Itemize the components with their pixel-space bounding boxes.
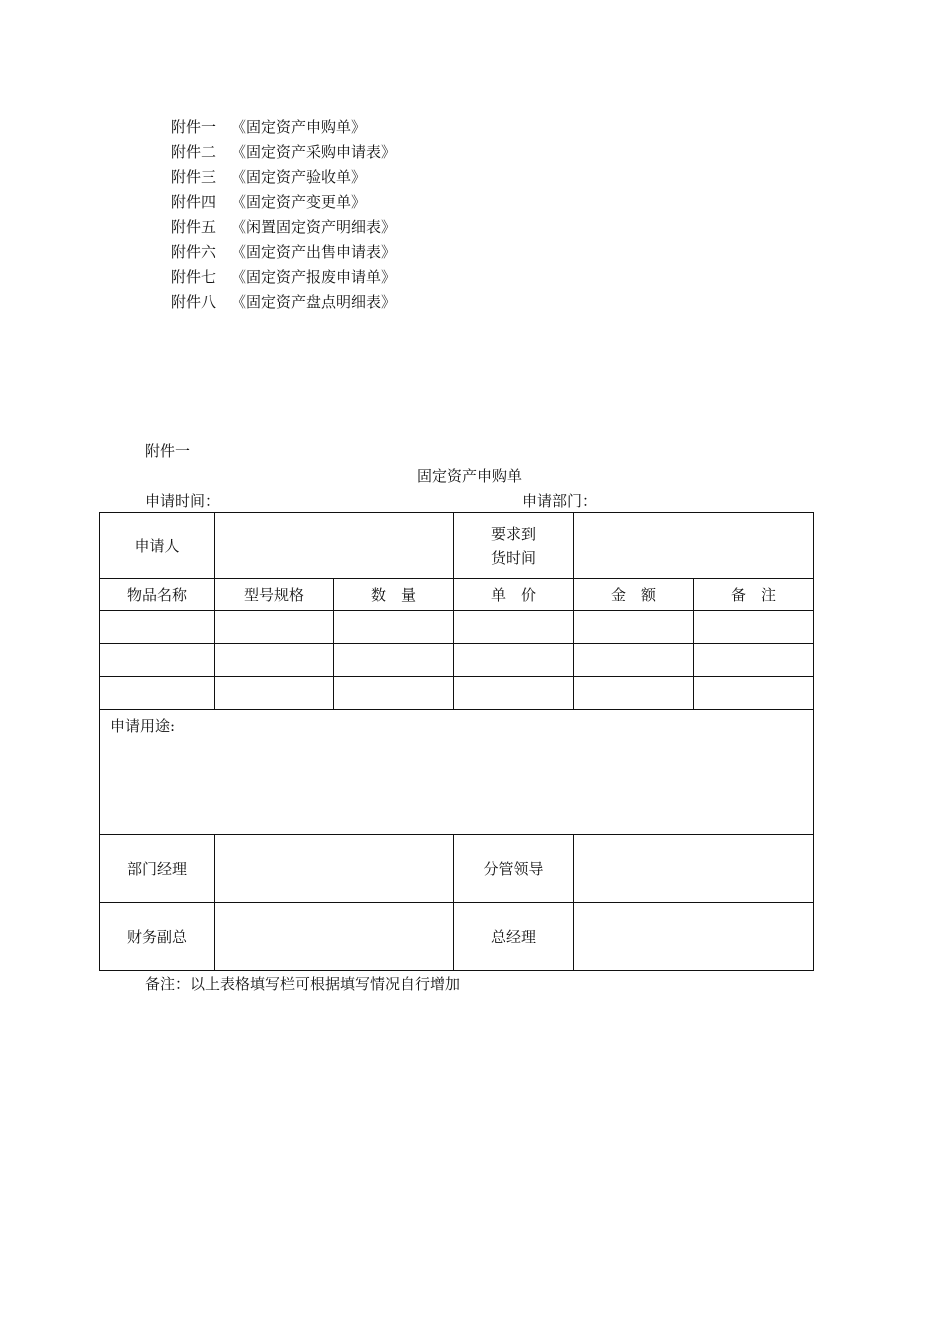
table-cell[interactable] [694,644,814,677]
apply-dept-label: 申请部门： [522,492,598,510]
table-cell[interactable] [694,611,814,644]
table-cell[interactable] [574,611,694,644]
dept-manager-field[interactable] [215,835,454,903]
attachment-number: 附件八 [171,293,217,311]
purpose-label: 申请用途: [110,717,176,735]
attachment-number: 附件六 [171,243,217,261]
gm-field[interactable] [574,903,814,971]
attachment-item [171,193,396,218]
table-row [100,644,814,677]
attachment-title: 《固定资产出售申请表》 [231,243,397,261]
attachment-title: 《固定资产采购申请表》 [231,143,397,161]
column-header-item-name: 物品名称 [100,579,215,611]
applicant-label: 申请人 [100,513,215,579]
attachment-item [171,168,396,193]
table-cell[interactable] [100,677,215,710]
leader-field[interactable] [574,835,814,903]
attachment-number: 附件四 [171,193,217,211]
attachment-number: 附件五 [171,218,217,236]
leader-label: 分管领导 [454,835,574,903]
column-header-unit-price: 单 价 [454,579,574,611]
table-cell[interactable] [574,644,694,677]
attachment-item [171,268,396,293]
table-cell[interactable] [454,677,574,710]
form-title: 固定资产申购单 [417,467,523,485]
table-cell[interactable] [215,611,334,644]
attachment-title: 《闲置固定资产明细表》 [231,218,397,236]
table-cell[interactable] [334,611,454,644]
table-row [100,513,814,579]
required-time-label-line1: 要求到 [490,524,536,543]
table-cell[interactable] [454,611,574,644]
attachment-list [171,118,396,318]
attachment-number: 附件七 [171,268,217,286]
applicant-field[interactable] [215,513,454,579]
attachment-item [171,143,396,168]
table-row [100,835,814,903]
attachment-item [171,243,396,268]
form-note: 备注：以上表格填写栏可根据填写情况自行增加 [145,975,461,993]
attachment-number: 附件三 [171,168,217,186]
table-cell[interactable] [694,677,814,710]
required-time-label [454,513,574,579]
attachment-item [171,118,396,143]
table-cell[interactable] [100,644,215,677]
table-row [100,710,814,835]
table-cell[interactable] [215,644,334,677]
column-header-model: 型号规格 [215,579,334,611]
table-header-row [100,579,814,611]
required-time-label-line2: 货时间 [490,548,536,567]
table-cell[interactable] [334,644,454,677]
attachment-title: 《固定资产盘点明细表》 [231,293,397,311]
purpose-field[interactable] [100,710,814,835]
attachment-item [171,218,396,243]
attachment-item [171,293,396,318]
required-time-field[interactable] [574,513,814,579]
table-cell[interactable] [215,677,334,710]
column-header-quantity: 数 量 [334,579,454,611]
attachment-title: 《固定资产验收单》 [231,168,367,186]
column-header-amount: 金 额 [574,579,694,611]
dept-manager-label: 部门经理 [100,835,215,903]
attachment-title: 《固定资产变更单》 [231,193,367,211]
column-header-remarks: 备 注 [694,579,814,611]
table-cell[interactable] [334,677,454,710]
purchase-request-table [99,512,814,971]
table-cell[interactable] [100,611,215,644]
table-row [100,903,814,971]
table-cell[interactable] [454,644,574,677]
finance-vp-field[interactable] [215,903,454,971]
gm-label: 总经理 [454,903,574,971]
form-attachment-label: 附件一 [145,442,191,460]
attachment-number: 附件一 [171,118,217,136]
table-row [100,611,814,644]
attachment-title: 《固定资产申购单》 [231,118,367,136]
table-cell[interactable] [574,677,694,710]
attachment-title: 《固定资产报废申请单》 [231,268,397,286]
finance-vp-label: 财务副总 [100,903,215,971]
apply-time-label: 申请时间： [145,492,221,510]
attachment-number: 附件二 [171,143,217,161]
table-row [100,677,814,710]
